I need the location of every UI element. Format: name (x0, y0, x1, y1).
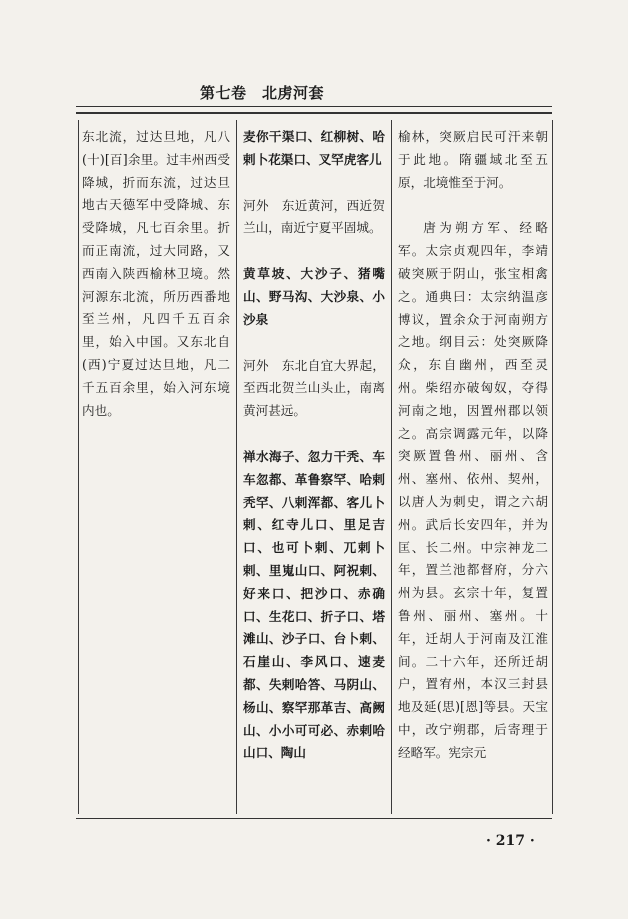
paragraph: 榆林，突厥启民可汗来朝于此地。隋疆域北至五原，北境惟至于河。 (398, 129, 548, 190)
table-border-left (78, 120, 79, 814)
text-column-3 (398, 126, 548, 765)
paragraph: 唐为朔方军、经略军。太宗贞观四年，李靖破突厥于阴山，张宝相禽之。通典曰：太宗纳温彦博议，置余众于河南朔方之地。纲目云：处突厥降众，东自幽州，西至灵州。柴绍亦破匈奴，夺得河南之地，因置州郡以领之。高宗调露元年，以降突厥置鲁州、丽州、含州、塞州、依州、契州，以唐人为刺史，谓之六胡州。武后长安四年，并为匡、长二州。中宗神龙二年，置兰池都督府，分六州为县。玄宗十年，复置鲁州、丽州、塞州。十年，迁胡人于河南及江淮间。二十六年，还所迁胡户，置宥州，本汉三封县地及延(思)[恩]等县。天宝中，改宁朔郡，后寄理于经略军。宪宗元 (398, 220, 548, 760)
place-name-list: 麦你干渠口、红柳树、哈剌卜花渠口、叉罕虎客儿 (243, 129, 385, 167)
header-rule-thick (76, 112, 552, 114)
page-number: · 217 · (486, 833, 535, 849)
column-divider-1 (236, 120, 237, 814)
text-column-2 (243, 126, 385, 765)
header-rule (76, 106, 552, 107)
place-name-list: 黄草坡、大沙子、猪嘴山、野马沟、大沙泉、小沙泉 (243, 266, 385, 327)
column-divider-2 (391, 120, 392, 814)
running-header-title: 第七卷 北虏河套 (200, 84, 325, 102)
place-name-list: 禅水海子、忽力干秃、车车忽都、革鲁察罕、哈剌秃罕、八剌浑都、客儿卜剌、红寺儿口、里足吉口、也可卜剌、兀剌卜剌、里嵬山口、阿祝剌、好来口、把沙口、赤确口、生花口、折子口、塔滩山、沙子口、台卜剌、石崖山、李风口、速麦都、失剌哈答、马阴山、杨山、察罕那革吉、高阙山、小小可可必、赤剌哈山口、陶山 (243, 448, 385, 761)
footer-rule (76, 818, 552, 819)
text-column-1 (82, 126, 230, 422)
table-border-right (552, 120, 553, 814)
paragraph: 东北流，过达旦地，凡八(十)[百]余里。过丰州西受降城，折而东流，过达旦地古天德军中受降城、东受降城，凡七百余里。折而正南流，过大同路，又西南入陕西榆林卫境。然河源东北流，所历西番地至兰州，凡四千五百余里，始入中国。又东北自(西)宁夏过达旦地，凡二千五百余里，始入河东境内也。 (82, 129, 230, 418)
region-description: 河外 东近黄河，西近贺兰山，南近宁夏平固城。 (243, 197, 385, 236)
region-description: 河外 东北自宜大界起，至西北贺兰山头止，南离黄河甚远。 (243, 357, 385, 419)
